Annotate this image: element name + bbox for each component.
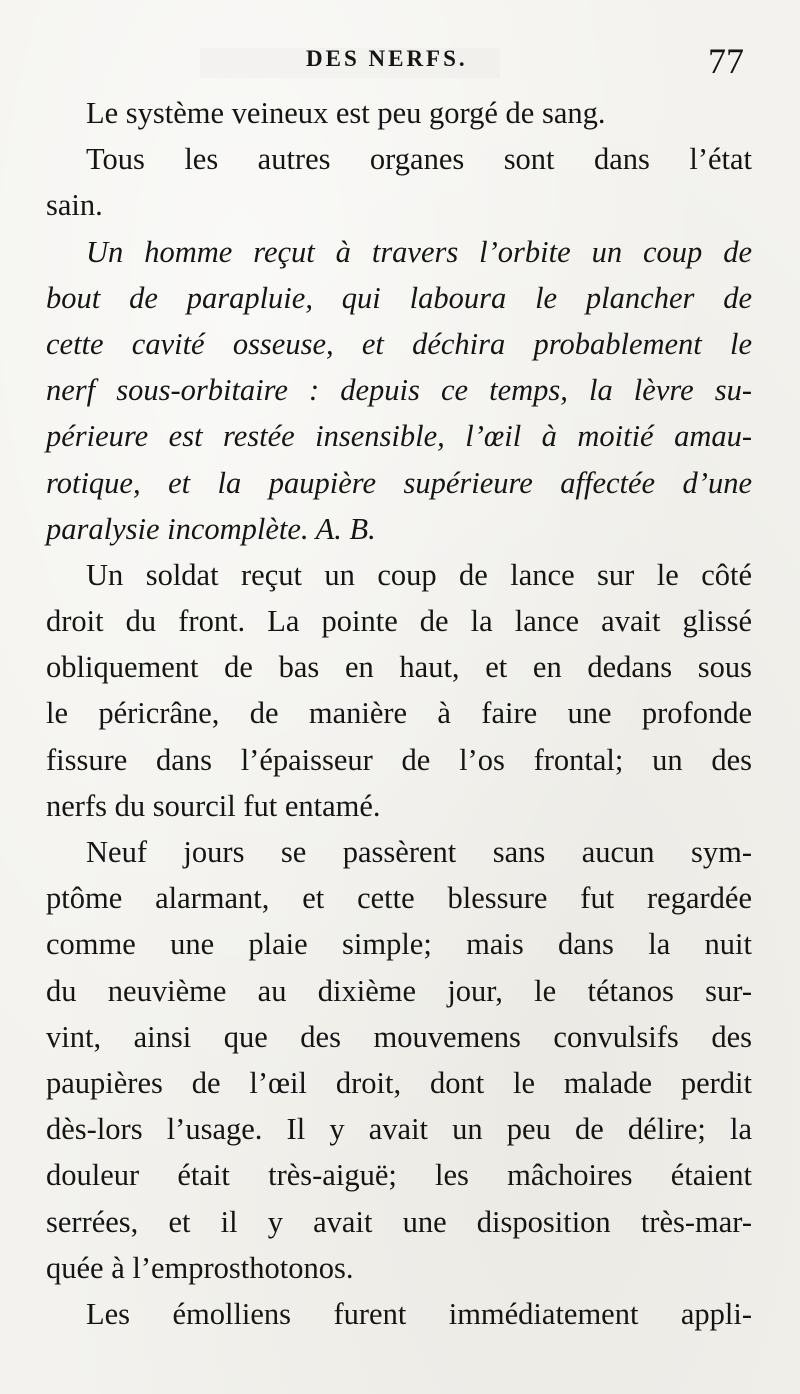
text-line: obliquement de bas en haut, et en dedans sous <box>46 650 752 685</box>
paragraph <box>46 1291 752 1337</box>
text-line: quée à l’emprosthotonos. <box>46 1250 354 1285</box>
text-line: paupières de l’œil droit, dont le malade perdit <box>46 1065 752 1100</box>
text-line: droit du front. La pointe de la lance avait glissé <box>46 604 752 639</box>
text-line: du neuvième au dixième jour, le tétanos sur- <box>46 973 752 1008</box>
text-line: comme une plaie simple; mais dans la nuit <box>46 927 752 962</box>
text-line: Le système veineux est peu gorgé de sang. <box>86 96 606 130</box>
text-line: ptôme alarmant, et cette blessure fut regardée <box>46 881 752 916</box>
paragraph <box>46 136 752 228</box>
text-line: périeure est restée insensible, l’œil à moitié amau- <box>46 419 752 454</box>
text-line: fissure dans l’épaisseur de l’os frontal; un des <box>46 742 752 777</box>
text-line: paralysie incomplète. A. B. <box>46 511 376 546</box>
text-line: Les émolliens furent immédiatement appli- <box>86 1296 752 1331</box>
text-line: dès-lors l’usage. Il y avait un peu de délire; la <box>46 1112 752 1147</box>
text-line: Un homme reçut à travers l’orbite un coup de <box>86 234 752 269</box>
text-line: rotique, et la paupière supérieure affectée d’une <box>46 465 752 500</box>
text-line: vint, ainsi que des mouvemens convulsifs des <box>46 1019 752 1054</box>
text-line: sain. <box>46 188 103 223</box>
text-line: Un soldat reçut un coup de lance sur le côté <box>86 557 752 592</box>
text-line: nerfs du sourcil fut entamé. <box>46 788 381 823</box>
text-line: bout de parapluie, qui laboura le plancher de <box>46 280 752 315</box>
page-header <box>0 41 800 84</box>
text-line: douleur était très-aiguë; les mâchoires étaient <box>46 1158 752 1193</box>
text-line: Neuf jours se passèrent sans aucun sym- <box>86 835 752 869</box>
paragraph <box>46 552 752 829</box>
text-line: le péricrâne, de manière à faire une profonde <box>46 696 752 731</box>
page-number: 77 <box>708 41 744 81</box>
text-line: serrées, et il y avait une disposition très-mar- <box>46 1204 752 1239</box>
running-head: DES NERFS. <box>306 46 468 71</box>
paragraph <box>46 829 752 1291</box>
text-line: Tous les autres organes sont dans l’état <box>86 142 752 177</box>
body-text <box>46 90 752 1337</box>
paragraph <box>46 90 752 136</box>
text-line: nerf sous-orbitaire : depuis ce temps, la lèvre su- <box>46 373 752 408</box>
case-report-paragraph <box>46 229 752 552</box>
text-line: cette cavité osseuse, et déchira probablement le <box>46 326 752 361</box>
